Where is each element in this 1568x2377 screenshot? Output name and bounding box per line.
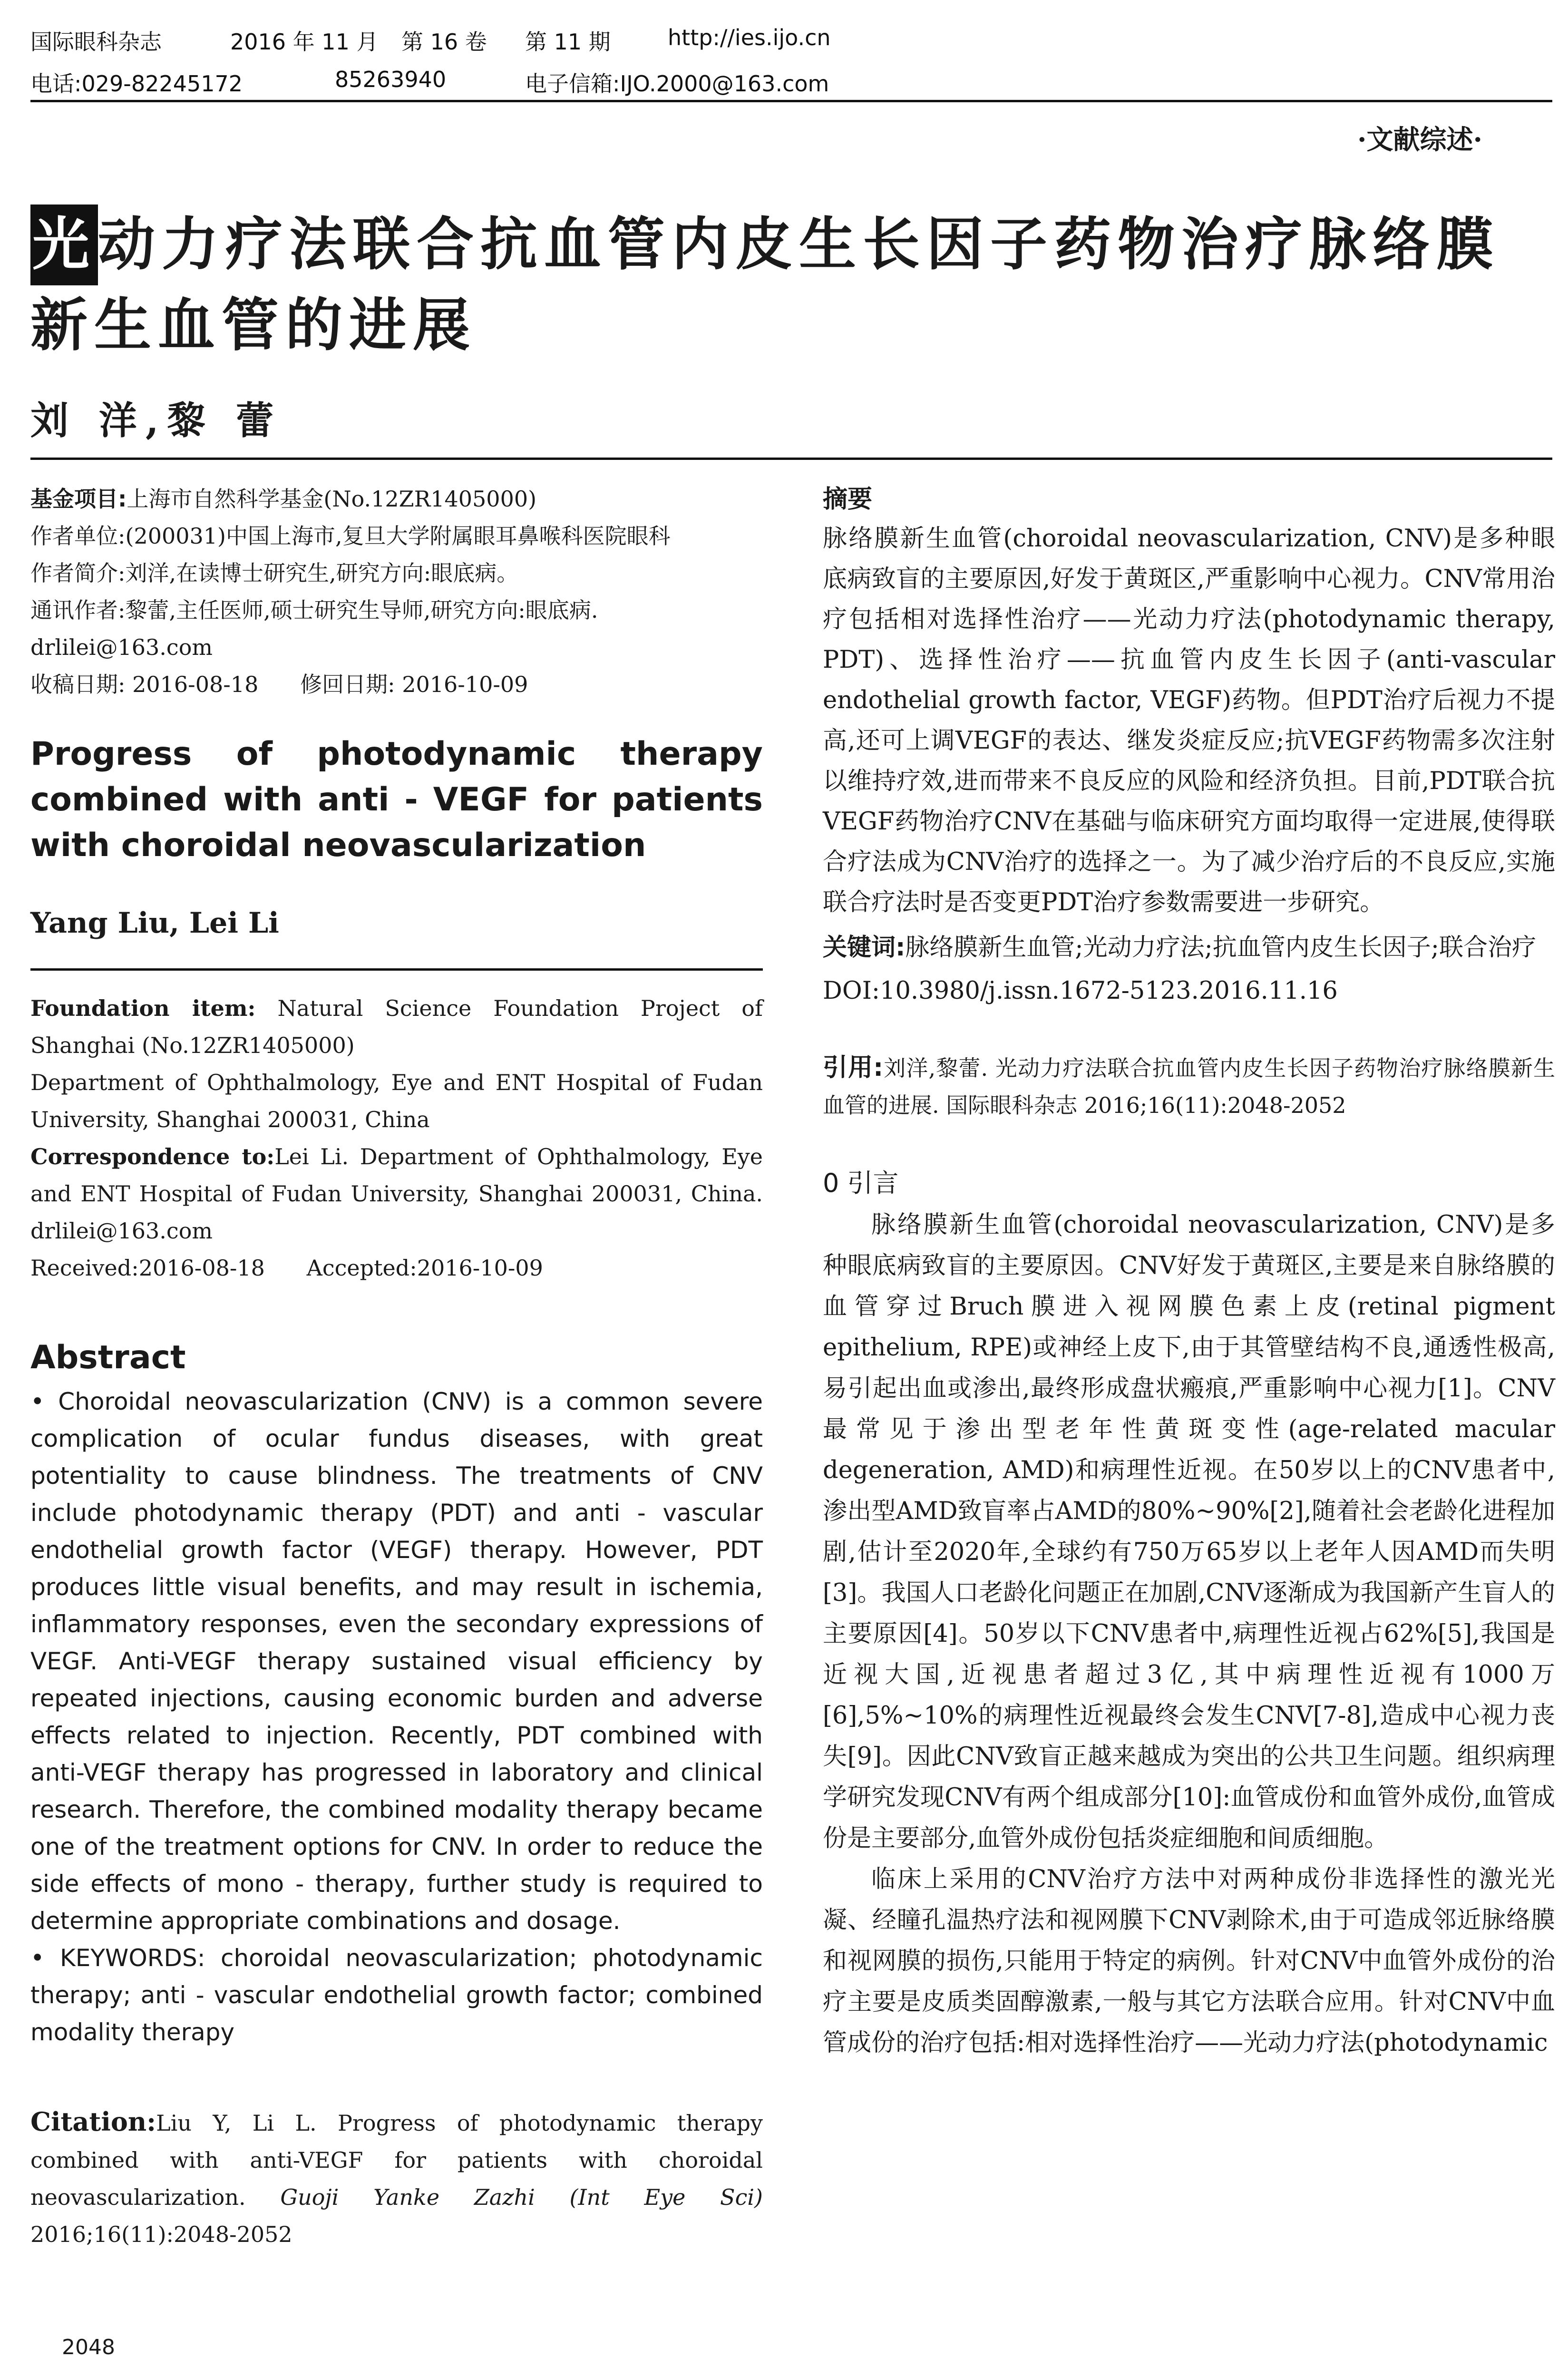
citation-label: Citation: xyxy=(30,2106,156,2137)
info-cn xyxy=(30,480,763,703)
citation-en: Citation:Liu Y, Li L. Progress of photodynamic therapy combined with anti-VEGF for patients with choroidal neovascularization. Guoji Yanke Zazhi (Int Eye Sci) 2016;16(11):2048-2052 xyxy=(30,2106,763,2247)
keywords-cn: 关键词:脉络膜新生血管;光动力疗法;抗血管内皮生长因子;联合治疗 xyxy=(823,934,1536,962)
abstract-cn-body: 脉络膜新生血管(choroidal neovascularization, CNV)是多种眼底病致盲的主要原因,好发于黄斑区,严重影响中心视力。CNV常用治疗包括相对选择性治疗——光动力疗法(photodynamic therapy, PDT)、选择性治疗——抗血管内皮生长因子(anti-vascular endothelial growth factor, VEGF)药物。但PDT治疗后视力不提高,还可上调VEGF的表达、继发炎症反应;抗VEGF药物需多次注射以维持疗效,进而带来不良反应的风险和经济负担。目前,PDT联合抗VEGF药物治疗CNV在基础与临床研究方面均取得一定进展,使得联合疗法成为CNV治疗的选择之一。为了减少治疗后的不良反应,实施联合疗法时是否变更PDT治疗参数需要进一步研究。 xyxy=(823,525,1555,916)
citation-cn: 引用:刘洋,黎蕾. 光动力疗法联合抗血管内皮生长因子药物治疗脉络膜新生血管的进展. 国际眼科杂志 2016;16(11):2048-2052 xyxy=(823,1053,1555,1118)
issue: 第 11 期 xyxy=(525,29,611,55)
page-title xyxy=(30,205,1552,366)
intro-paragraph-1: 脉络膜新生血管(choroidal neovascularization, CNV)是多种眼底病致盲的主要原因。CNV好发于黄斑区,主要是来自脉络膜的血管穿过Bruch膜进入视网膜色素上皮(retinal pigment epithelium, RPE)或神经上皮下,由于其管壁结构不良,通透性极高,易引起出血或渗出,最终形成盘状瘢痕,严重影响中心视力[1]。CNV最常见于渗出型老年性黄斑变性(age-related macular degeneration, AMD)和病理性近视。在50岁以上的CNV患者中,渗出型AMD致盲率占AMD的80%~90%[2],随着社会老龄化进程加剧,估计至2020年,全球约有750万65岁以上老年人因AMD而失明[3]。我国人口老龄化问题正在加剧,CNV逐渐成为我国新产生盲人的主要原因[4]。50岁以下CNV患者中,病理性近视占62%[5],我国是近视大国,近视患者超过3亿,其中病理性近视有1000万[6],5%~10%的病理性近视最终会发生CNV[7-8],造成中心视力丧失[9]。因此CNV致盲正越来越成为突出的公共卫生问题。组织病理学研究发现CNV有两个组成部分[10]:血管成份和血管外成份,血管成份是主要部分,血管外成份包括炎症细胞和间质细胞。 xyxy=(823,1211,1555,1852)
department: Department of Ophthalmology, Eye and ENT Hospital of Fudan University, Shanghai 200031, China xyxy=(30,1070,763,1132)
section-tag: ·文献综述· xyxy=(1357,124,1482,156)
page-number: 2048 xyxy=(62,2335,115,2359)
authors-rule xyxy=(30,968,763,971)
authors-en: Yang Liu, Lei Li xyxy=(30,906,279,940)
left-column xyxy=(30,480,763,2253)
received-accepted: Received:2016-08-18 Accepted:2016-10-09 xyxy=(30,1255,543,1281)
foundation-item: Foundation item: Natural Science Foundation Project of Shanghai (No.12ZR1405000) xyxy=(30,995,763,1058)
doi[interactable]: DOI:10.3980/j.issn.1672-5123.2016.11.16 xyxy=(823,977,1338,1005)
intro-heading: 0 引言 xyxy=(823,1168,899,1198)
journal-name: 国际眼科杂志 xyxy=(30,29,162,55)
email[interactable]: 电子信箱:IJO.2000@163.com xyxy=(525,71,829,97)
dates-line: 收稿日期: 2016-08-18 修回日期: 2016-10-09 xyxy=(30,672,528,697)
authors-cn: 刘 洋,黎 蕾 xyxy=(30,398,282,443)
title-first-char: 光 xyxy=(30,205,98,285)
title-rule xyxy=(30,458,1552,460)
right-column xyxy=(823,480,1555,2064)
abstract-heading: Abstract xyxy=(30,1339,186,1376)
correspondence-en: Correspondence to:Lei Li. Department of Ophthalmology, Eye and ENT Hospital of Fudan University, Shanghai 200031, China. drlilei@163.com xyxy=(30,1144,763,1244)
title-rest: 动力疗法联合抗血管内皮生长因子药物治疗脉络膜新生血管的进展 xyxy=(30,212,1500,359)
english-title: Progress of photodynamic therapy combined with anti - VEGF for patients with choroidal neovascularization xyxy=(30,735,763,864)
correspondence-line: 通讯作者:黎蕾,主任医师,硕士研究生导师,研究方向:眼底病. drlilei@163.com xyxy=(30,597,598,660)
abstract-cn-heading: 摘要 xyxy=(823,485,873,514)
info-en xyxy=(30,990,763,1286)
bio-line: 作者简介:刘洋,在读博士研究生,研究方向:眼底病。 xyxy=(30,560,519,586)
funding-line: 基金项目:上海市自然科学基金(No.12ZR1405000) xyxy=(30,486,537,512)
issue-date: 2016 年 11 月 xyxy=(230,29,379,55)
affiliation-line: 作者单位:(200031)中国上海市,复旦大学附属眼耳鼻喉科医院眼科 xyxy=(30,523,671,549)
journal-url[interactable]: http://ies.ijo.cn xyxy=(668,25,831,50)
intro-paragraph-2: 临床上采用的CNV治疗方法中对两种成份非选择性的激光光凝、经瞳孔温热疗法和视网膜下CNV剥除术,由于可造成邻近脉络膜和视网膜的损伤,只能用于特定的病例。针对CNV中血管外成份的治疗主要是皮质类固醇激素,一般与其它方法联合应用。针对CNV中血管成份的治疗包括:相对选择性治疗——光动力疗法(photodynamic xyxy=(823,1865,1555,2057)
volume: 第 16 卷 xyxy=(401,29,487,55)
header-rule xyxy=(30,100,1552,102)
abstract-body: • Choroidal neovascularization (CNV) is a common severe complication of ocular fundus diseases, with great potentiality to cause blindness. The treatments of CNV include photodynamic therapy (PDT) and anti - vascular endothelial growth factor (VEGF) therapy. However, PDT produces little visual benefits, and may result in ischemia, inflammatory responses, even the secondary expressions of VEGF. Anti-VEGF therapy sustained visual efficiency by repeated injections, causing economic burden and adverse effects related to injection. Recently, PDT combined with anti-VEGF therapy has progressed in laboratory and clinical research. Therefore, the combined modality therapy became one of the treatment options for CNV. In order to reduce the side effects of mono - therapy, further study is required to determine appropriate combinations and dosage. xyxy=(30,1388,763,1935)
phone: 电话:029-82245172 xyxy=(30,71,243,97)
phone-2: 85263940 xyxy=(335,67,447,92)
keywords-en: • KEYWORDS: choroidal neovascularization; photodynamic therapy; anti - vascular endothelial growth factor; combined modality therapy xyxy=(30,1944,763,2046)
